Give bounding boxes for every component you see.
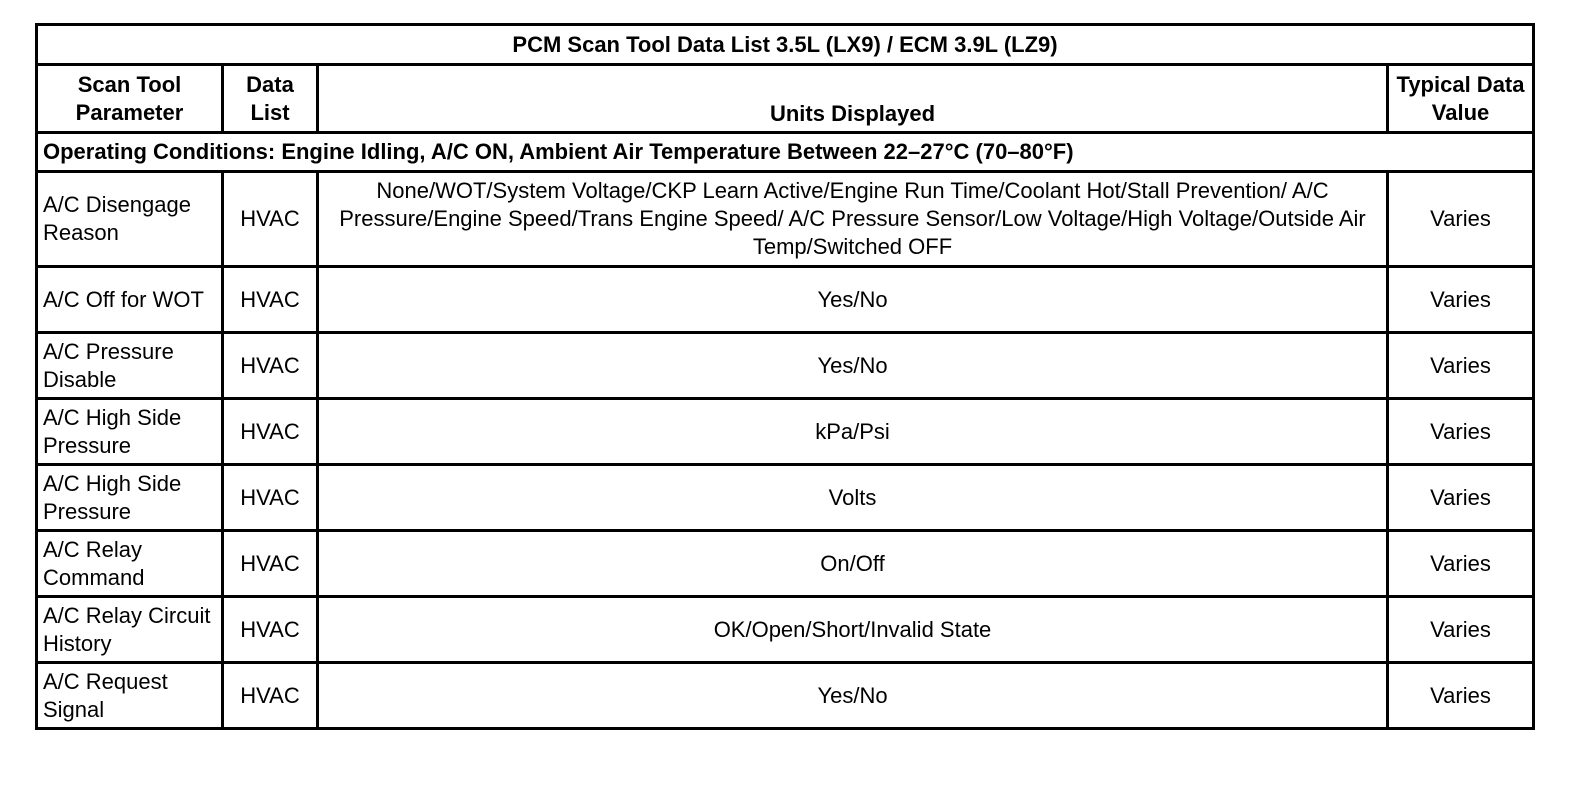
cell-parameter: A/C Off for WOT xyxy=(37,267,223,333)
cell-typical: Varies xyxy=(1388,333,1534,399)
header-typical: Typical Data Value xyxy=(1388,65,1534,133)
cell-parameter: A/C High Side Pressure xyxy=(37,465,223,531)
cell-units: None/WOT/System Voltage/CKP Learn Active/Engine Run Time/Coolant Hot/Stall Prevention/ A/C Pressure/Engine Speed/Trans Engine Speed/ A/C Pressure Sensor/Low Voltage/High Voltage/Outside Air Temp/Switched OFF xyxy=(318,172,1388,267)
scan-tool-data-table xyxy=(35,23,1535,730)
cell-units: Yes/No xyxy=(318,267,1388,333)
table-row xyxy=(37,597,1534,663)
cell-units: On/Off xyxy=(318,531,1388,597)
cell-parameter: A/C Pressure Disable xyxy=(37,333,223,399)
cell-typical: Varies xyxy=(1388,597,1534,663)
cell-typical: Varies xyxy=(1388,531,1534,597)
cell-typical: Varies xyxy=(1388,399,1534,465)
table-row xyxy=(37,267,1534,333)
cell-data-list: HVAC xyxy=(223,597,318,663)
cell-parameter: A/C High Side Pressure xyxy=(37,399,223,465)
cell-parameter: A/C Relay Circuit History xyxy=(37,597,223,663)
cell-units: OK/Open/Short/Invalid State xyxy=(318,597,1388,663)
header-parameter: Scan Tool Parameter xyxy=(37,65,223,133)
table-row xyxy=(37,663,1534,729)
cell-data-list: HVAC xyxy=(223,663,318,729)
operating-conditions: Operating Conditions: Engine Idling, A/C ON, Ambient Air Temperature Between 22–27°C (70–80°F) xyxy=(37,133,1534,172)
cell-typical: Varies xyxy=(1388,172,1534,267)
table-row xyxy=(37,465,1534,531)
table-title: PCM Scan Tool Data List 3.5L (LX9) / ECM 3.9L (LZ9) xyxy=(37,25,1534,65)
cell-parameter: A/C Disengage Reason xyxy=(37,172,223,267)
cell-parameter: A/C Request Signal xyxy=(37,663,223,729)
table-title-row xyxy=(37,25,1534,65)
header-data-list: Data List xyxy=(223,65,318,133)
cell-units: Yes/No xyxy=(318,663,1388,729)
cell-units: Volts xyxy=(318,465,1388,531)
cell-units: Yes/No xyxy=(318,333,1388,399)
cell-typical: Varies xyxy=(1388,663,1534,729)
document-page xyxy=(35,23,1532,730)
cell-typical: Varies xyxy=(1388,465,1534,531)
table-row xyxy=(37,399,1534,465)
table-row xyxy=(37,172,1534,267)
condition-row xyxy=(37,133,1534,172)
table-row xyxy=(37,531,1534,597)
cell-data-list: HVAC xyxy=(223,465,318,531)
cell-typical: Varies xyxy=(1388,267,1534,333)
cell-units: kPa/Psi xyxy=(318,399,1388,465)
table-row xyxy=(37,333,1534,399)
cell-data-list: HVAC xyxy=(223,399,318,465)
cell-data-list: HVAC xyxy=(223,267,318,333)
cell-data-list: HVAC xyxy=(223,172,318,267)
cell-data-list: HVAC xyxy=(223,333,318,399)
header-units: Units Displayed xyxy=(318,65,1388,133)
cell-parameter: A/C Relay Command xyxy=(37,531,223,597)
header-row xyxy=(37,65,1534,133)
cell-data-list: HVAC xyxy=(223,531,318,597)
